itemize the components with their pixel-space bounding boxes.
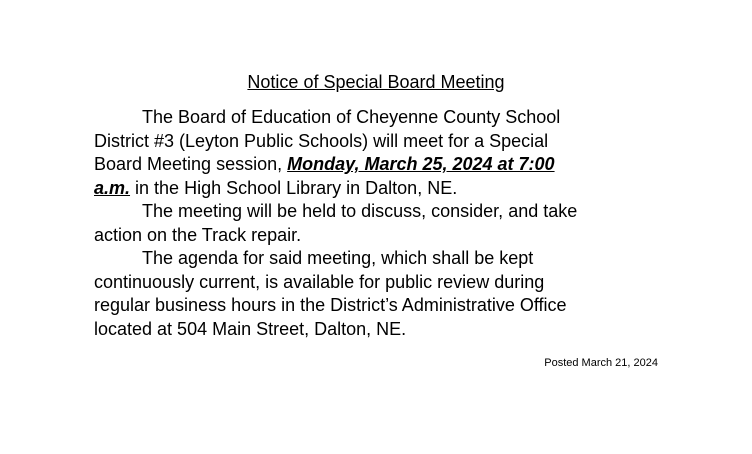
notice: [94, 71, 694, 369]
paragraph-purpose: [94, 200, 694, 247]
p1-line1: The Board of Education of Cheyenne County School: [142, 107, 561, 127]
posted-date: Posted March 21, 2024: [544, 357, 658, 369]
p3-line3: regular business hours in the District’s Administrative Office: [94, 295, 567, 315]
meeting-time-suffix: a.m.: [94, 177, 131, 198]
notice-title: Notice of Special Board Meeting: [247, 72, 505, 92]
meeting-date-time: Monday, March 25, 2024 at 7:00: [287, 154, 555, 174]
p2-line1: The meeting will be held to discuss, consider, and take: [142, 201, 578, 221]
p2-line2: action on the Track repair.: [94, 224, 302, 245]
paragraph-meeting-details: [94, 106, 694, 200]
p1-line3-pre: Board Meeting session,: [94, 154, 288, 174]
p3-line2: continuously current, is available for public review during: [94, 271, 545, 292]
p3-line4: located at 504 Main Street, Dalton, NE.: [94, 318, 407, 339]
p1-line2: District #3 (Leyton Public Schools) will meet for a Special: [94, 130, 549, 151]
paragraph-agenda: [94, 247, 694, 341]
p3-line1: The agenda for said meeting, which shall be kept: [142, 248, 534, 268]
p1-line4-post: in the High School Library in Dalton, NE.: [130, 177, 458, 198]
